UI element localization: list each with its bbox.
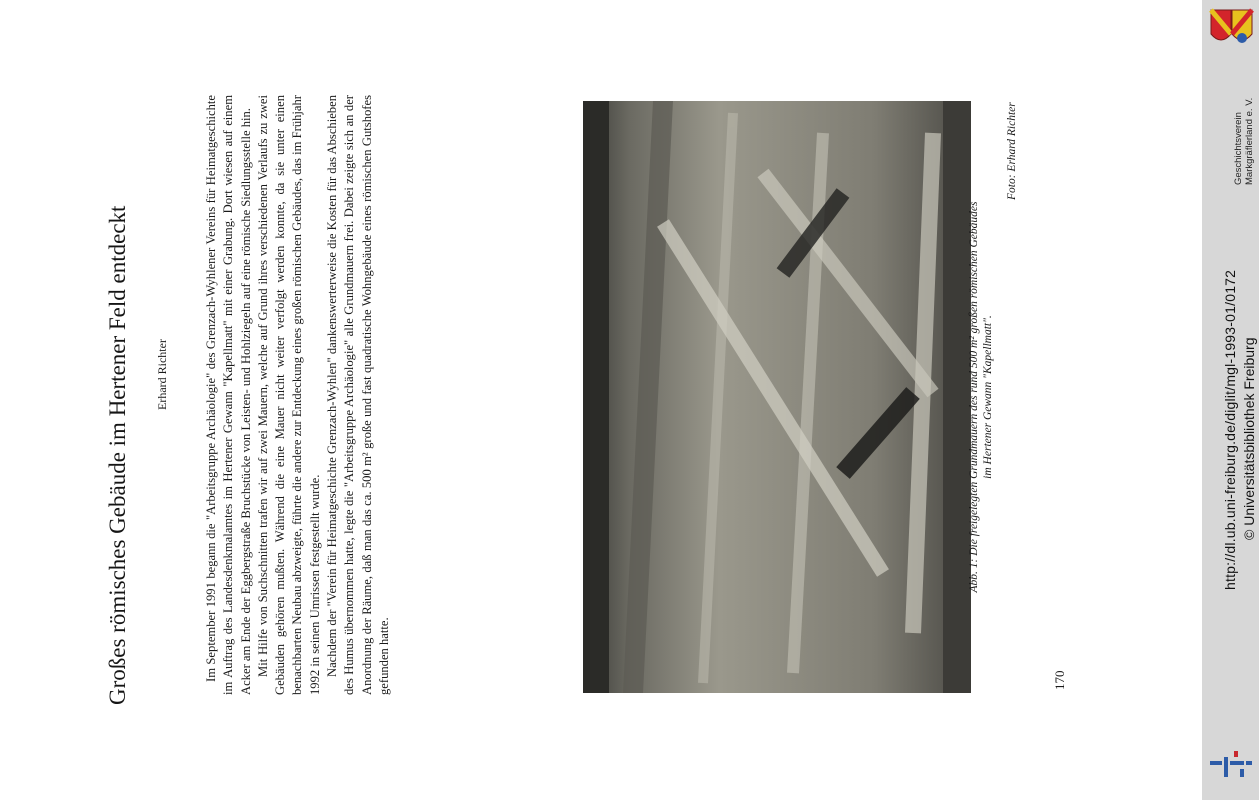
copyright-notice: © Universitätsbibliothek Freiburg	[1241, 337, 1257, 540]
paragraph: Nachdem der "Verein für Heimatgeschichte Grenzach-Wyhlen" dankenswerterweise die Kosten für das Abschieben des Humus übernommen hatte, legte die "Arbeitsgruppe Archäologie" alle Grundmauern frei. Dabei zeigte sich an der Anordnung der Räume, daß man das ca. 500 m² große und fast quadratische Wohngebäude eines römischen Gutshofes gefunden hatte.	[325, 95, 391, 695]
paragraph: Mit Hilfe von Suchschnitten trafen wir auf zwei Mauern, welche auf Grund ihres verschiedenen Verlaufs zu zwei Gebäuden gehören mußten. Während die eine Mauer nicht weiter verfolgt werden konnte, da sie unter einen benachbarten Neubau abzweigte, führte die andere zur Entdeckung eines großen römischen Gebäudes, das im Frühjahr 1992 in seinen Umrissen festgestellt wurde.	[255, 95, 322, 695]
page-number: 170	[1052, 670, 1067, 690]
association-name: Geschichtsverein	[1233, 112, 1244, 185]
article-author: Erhard Richter	[155, 339, 169, 410]
paragraph: Im September 1991 begann die "Arbeitsgruppe Archäologie" des Grenzach-Wyhlener Vereins für Heimatgeschichte im Auftrag des Landesdenkmalamtes im Hertener Gewann "Kapellmatt" mit einer Grabung. Dort wiesen auf einem Acker am Ende der Eggbergstraße Bruchstücke von Leisten- und Hohlziegeln auf eine römische Siedlungsstelle hin.	[204, 95, 253, 695]
association-name: Markgräflerland e. V.	[1244, 97, 1255, 185]
article-body	[203, 95, 393, 695]
caption-line: im Hertener Gewann "Kapellmatt".	[982, 315, 994, 479]
university-library-logo-icon	[1210, 749, 1254, 779]
photo-caption	[967, 101, 995, 693]
caption-line: Abb. 1: Die freigelegten Grundmauern des rund 500 m² großen römischen Gebäudes	[968, 201, 980, 593]
document-url[interactable]: http://dl.ub.uni-freiburg.de/diglit/mgl-1993-01/0172	[1222, 269, 1238, 590]
excavation-photo	[583, 101, 971, 693]
article-title: Großes römisches Gebäude im Hertener Feld entdeckt	[105, 205, 130, 705]
coat-of-arms-icon	[1209, 8, 1254, 50]
photo-credit: Foto: Erhard Richter	[1006, 102, 1018, 200]
